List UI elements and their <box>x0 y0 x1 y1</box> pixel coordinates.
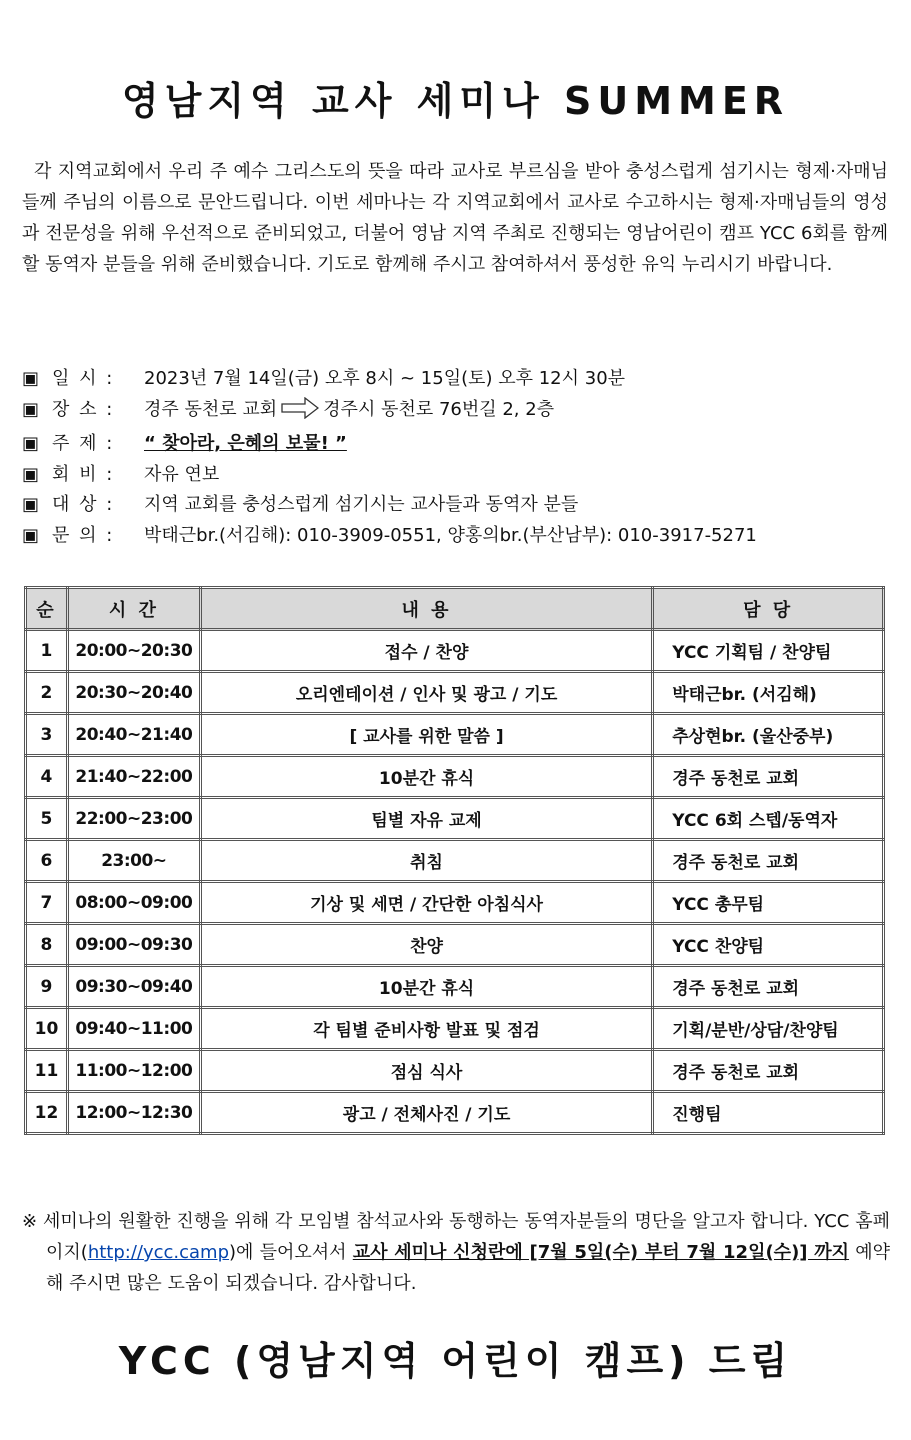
row-no: 9 <box>26 966 68 1008</box>
table-row <box>26 672 884 714</box>
intro-paragraph: 각 지역교회에서 우리 주 예수 그리스도의 뜻을 따라 교사로 부르심을 받아 충성스럽게 섬기시는 형제·자매님들께 주님의 이름으로 문안드립니다. 이번 세마나는 각 지역교회에서 교사로 수고하시는 형제·자매님들의 영성과 전문성을 위해 우선적으로 준비되었고, 더불어 영남 지역 주최로 진행되는 영남어린이 캠프 YCC 6회를 함께 할 동역자 분들을 위해 준비했습니다. 기도로 함께해 주시고 참여하셔서 풍성한 유익 누리시기 바랍니다. <box>22 161 888 275</box>
info-label: 일 시 : <box>52 368 115 389</box>
row-no: 10 <box>26 1008 68 1050</box>
header-who: 담 당 <box>653 588 884 630</box>
info-label: 회 비 : <box>52 463 115 485</box>
row-content: [ 교사를 위한 말씀 ] <box>200 714 652 756</box>
info-value: 자유 연보 <box>144 463 220 485</box>
note-text: ※ 세미나의 원활한 진행을 위해 각 모임별 참석교사와 동행하는 동역자분들의 명단을 알고자 합니다. YCC 홈페이지( <box>22 1211 890 1263</box>
square-bullet-icon: ▣ <box>22 433 40 454</box>
registration-note <box>22 1206 890 1299</box>
info-value: 2023년 7월 14일(금) 오후 8시 ~ 15일(토) 오후 12시 30분 <box>144 368 626 389</box>
row-no: 5 <box>26 798 68 840</box>
event-info-list <box>22 364 892 551</box>
table-row <box>26 1050 884 1092</box>
row-who: 경주 동천로 교회 <box>653 966 884 1008</box>
right-arrow-icon <box>281 397 319 430</box>
row-no: 12 <box>26 1092 68 1134</box>
table-header-row <box>26 588 884 630</box>
row-time: 08:00~09:00 <box>67 882 200 924</box>
square-bullet-icon: ▣ <box>22 494 40 515</box>
table-row <box>26 924 884 966</box>
info-value: 지역 교회를 충성스럽게 섬기시는 교사들과 동역자 분들 <box>144 494 579 515</box>
page-title: 영남지역 교사 세미나 SUMMER <box>121 79 790 123</box>
info-label: 문 의 : <box>52 524 115 546</box>
row-who: 박태근br. (서김해) <box>653 672 884 714</box>
row-time: 09:30~09:40 <box>67 966 200 1008</box>
row-time: 09:00~09:30 <box>67 924 200 966</box>
table-row <box>26 714 884 756</box>
row-no: 8 <box>26 924 68 966</box>
row-no: 1 <box>26 630 68 672</box>
row-who: YCC 기획팀 / 찬양팀 <box>653 630 884 672</box>
row-content: 찬양 <box>200 924 652 966</box>
row-content: 10분간 휴식 <box>200 756 652 798</box>
row-who: YCC 총무팀 <box>653 882 884 924</box>
table-row <box>26 882 884 924</box>
schedule-table <box>24 586 885 1135</box>
row-who: 추상현br. (울산중부) <box>653 714 884 756</box>
info-fee <box>22 460 892 491</box>
note-deadline-highlight: 교사 세미나 신청란에 [7월 5일(수) 부터 7월 12일(수)] 까지 <box>352 1242 850 1263</box>
row-time: 09:40~11:00 <box>67 1008 200 1050</box>
info-value: 박태근br.(서김해): 010-3909-0551, 양홍의br.(부산남부): 010-3917-5271 <box>144 524 757 546</box>
row-no: 11 <box>26 1050 68 1092</box>
homepage-link[interactable]: http://ycc.camp <box>87 1242 230 1263</box>
row-who: YCC 찬양팀 <box>653 924 884 966</box>
row-content: 10분간 휴식 <box>200 966 652 1008</box>
row-content: 오리엔테이션 / 인사 및 광고 / 기도 <box>200 672 652 714</box>
row-who: 경주 동천로 교회 <box>653 756 884 798</box>
square-bullet-icon: ▣ <box>22 368 40 389</box>
table-row <box>26 756 884 798</box>
row-who: 진행팀 <box>653 1092 884 1134</box>
row-time: 12:00~12:30 <box>67 1092 200 1134</box>
row-time: 22:00~23:00 <box>67 798 200 840</box>
header-no: 순 <box>26 588 68 630</box>
info-label: 주 제 : <box>52 433 115 454</box>
square-bullet-icon: ▣ <box>22 463 40 485</box>
note-text: 예약해 주시면 많은 도움이 되겠습니다. 감사합니다. <box>46 1242 891 1294</box>
row-who: 기획/분반/상담/찬양팀 <box>653 1008 884 1050</box>
info-date <box>22 364 892 395</box>
row-who: 경주 동천로 교회 <box>653 1050 884 1092</box>
table-row <box>26 966 884 1008</box>
square-bullet-icon: ▣ <box>22 398 40 420</box>
row-content: 취침 <box>200 840 652 882</box>
row-time: 20:30~20:40 <box>67 672 200 714</box>
square-bullet-icon: ▣ <box>22 524 40 546</box>
note-text: )에 들어오셔서 <box>229 1242 353 1263</box>
row-content: 각 팀별 준비사항 발표 및 점검 <box>200 1008 652 1050</box>
row-time: 20:40~21:40 <box>67 714 200 756</box>
row-content: 점심 식사 <box>200 1050 652 1092</box>
row-time: 20:00~20:30 <box>67 630 200 672</box>
info-contact <box>22 521 892 552</box>
info-theme <box>22 429 892 460</box>
row-no: 4 <box>26 756 68 798</box>
table-row <box>26 1008 884 1050</box>
row-no: 3 <box>26 714 68 756</box>
table-row <box>26 840 884 882</box>
row-content: 기상 및 세면 / 간단한 아침식사 <box>200 882 652 924</box>
table-row <box>26 630 884 672</box>
row-content: 팀별 자유 교제 <box>200 798 652 840</box>
table-row <box>26 1092 884 1134</box>
row-no: 7 <box>26 882 68 924</box>
row-content: 접수 / 찬양 <box>200 630 652 672</box>
header-content: 내 용 <box>200 588 652 630</box>
row-time: 11:00~12:00 <box>67 1050 200 1092</box>
info-place <box>22 395 892 430</box>
row-time: 23:00~ <box>67 840 200 882</box>
header-time: 시 간 <box>67 588 200 630</box>
table-row <box>26 798 884 840</box>
row-who: YCC 6회 스텝/동역자 <box>653 798 884 840</box>
row-who: 경주 동천로 교회 <box>653 840 884 882</box>
row-no: 6 <box>26 840 68 882</box>
row-time: 21:40~22:00 <box>67 756 200 798</box>
info-value: “ 찾아라, 은혜의 보물! ” <box>144 433 347 454</box>
info-address: 경주시 동천로 76번길 2, 2층 <box>323 398 555 420</box>
info-label: 대 상 : <box>52 494 115 515</box>
info-target <box>22 490 892 521</box>
row-content: 광고 / 전체사진 / 기도 <box>200 1092 652 1134</box>
info-value: 경주 동천로 교회 <box>144 398 278 420</box>
signoff: YCC (영남지역 어린이 캠프) 드림 <box>118 1339 793 1383</box>
info-label: 장 소 : <box>52 398 115 420</box>
row-no: 2 <box>26 672 68 714</box>
